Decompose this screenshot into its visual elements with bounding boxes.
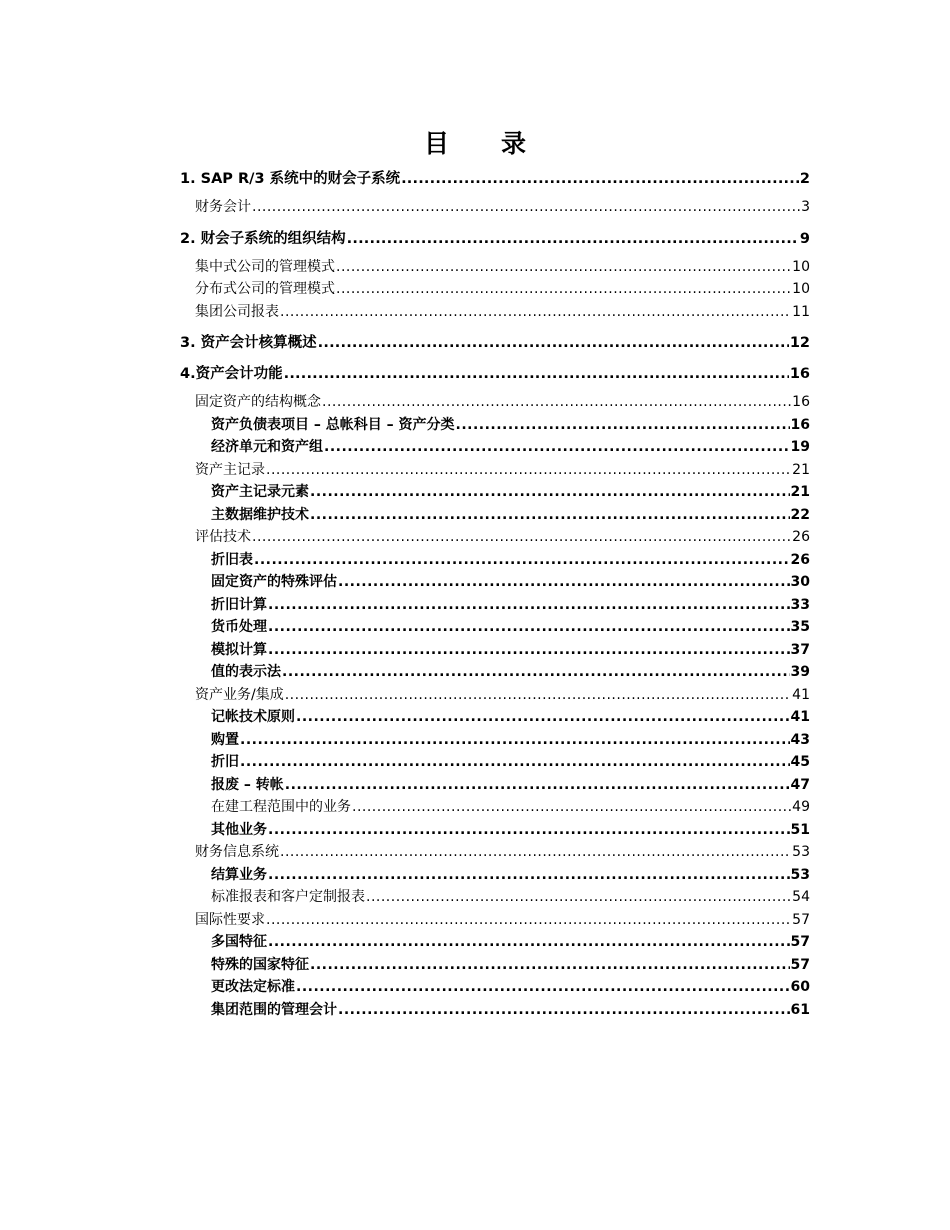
toc-entry[interactable] — [180, 549, 810, 572]
toc-entry-label: 资产主记录元素 — [211, 484, 309, 500]
toc-entry-page-number: 33 — [790, 596, 810, 613]
toc-dot-leader — [268, 616, 790, 639]
title-part-2: 录 — [501, 129, 527, 158]
toc-entry[interactable] — [180, 684, 810, 707]
toc-entry-label: 财务信息系统 — [195, 844, 279, 860]
toc-entry-label: 其他业务 — [211, 821, 267, 838]
toc-entry[interactable] — [180, 706, 810, 729]
toc-entry[interactable] — [180, 594, 810, 617]
toc-entry[interactable] — [180, 332, 810, 354]
toc-entry-page-number: 54 — [792, 889, 810, 905]
toc-dot-leader — [310, 481, 790, 504]
toc-dot-leader — [352, 796, 791, 819]
toc-entry-label: 集团范围的管理会计 — [211, 1001, 337, 1018]
toc-entry-page-number: 3 — [801, 199, 810, 215]
toc-dot-leader — [347, 228, 799, 250]
toc-entry-page-number: 26 — [790, 551, 810, 568]
toc-dot-leader — [296, 976, 790, 999]
toc-dot-leader — [240, 751, 790, 774]
toc-entry[interactable] — [180, 796, 810, 819]
toc-entry-label: 1. SAP R/3 系统中的财会子系统 — [180, 171, 401, 187]
toc-entry-page-number: 16 — [792, 394, 810, 410]
toc-entry-label: 4.资产会计功能 — [180, 366, 283, 382]
toc-entry-label: 分布式公司的管理模式 — [195, 281, 335, 297]
toc-entry[interactable] — [180, 301, 810, 324]
toc-entry-label: 3. 资产会计核算概述 — [180, 335, 317, 351]
toc-entry[interactable] — [180, 363, 810, 385]
toc-entry[interactable] — [180, 459, 810, 482]
table-of-contents — [180, 168, 810, 1021]
toc-entry[interactable] — [180, 661, 810, 684]
toc-dot-leader — [310, 504, 790, 527]
toc-entry-label: 集团公司报表 — [195, 303, 279, 320]
toc-dot-leader — [268, 639, 790, 662]
toc-entry[interactable] — [180, 436, 810, 459]
toc-entry-page-number: 41 — [792, 686, 810, 703]
toc-entry-page-number: 10 — [792, 258, 810, 275]
toc-entry-label: 记帐技术原则 — [211, 709, 295, 725]
toc-entry-label: 经济单元和资产组 — [211, 439, 323, 455]
toc-entry-page-number: 26 — [792, 529, 810, 545]
toc-entry-label: 国际性要求 — [195, 911, 265, 928]
toc-entry[interactable] — [180, 774, 810, 797]
toc-entry-page-number: 57 — [790, 934, 810, 950]
toc-entry-label: 折旧 — [211, 754, 239, 770]
toc-entry-page-number: 39 — [790, 664, 810, 680]
toc-entry-label: 折旧计算 — [211, 596, 267, 613]
toc-entry[interactable] — [180, 168, 810, 190]
toc-entry-label: 特殊的国家特征 — [211, 956, 309, 973]
toc-dot-leader — [310, 954, 790, 977]
toc-entry-page-number: 10 — [792, 281, 810, 297]
toc-entry[interactable] — [180, 391, 810, 414]
toc-entry[interactable] — [180, 751, 810, 774]
toc-entry-label: 集中式公司的管理模式 — [195, 258, 335, 275]
toc-dot-leader — [338, 571, 790, 594]
toc-entry[interactable] — [180, 729, 810, 752]
toc-entry-page-number: 21 — [790, 484, 810, 500]
toc-entry-page-number: 19 — [790, 439, 810, 455]
toc-entry[interactable] — [180, 909, 810, 932]
toc-entry-label: 值的表示法 — [211, 664, 281, 680]
toc-entry-label: 资产业务/集成 — [195, 686, 284, 703]
toc-dot-leader — [268, 931, 790, 954]
toc-entry-label: 在建工程范围中的业务 — [211, 799, 351, 815]
toc-entry-page-number: 9 — [799, 230, 810, 247]
toc-entry-label: 结算业务 — [211, 866, 267, 883]
toc-entry[interactable] — [180, 954, 810, 977]
toc-dot-leader — [366, 886, 791, 909]
toc-entry-page-number: 47 — [790, 776, 810, 793]
toc-entry[interactable] — [180, 196, 810, 219]
toc-entry-label: 模拟计算 — [211, 641, 267, 658]
toc-entry[interactable] — [180, 999, 810, 1022]
toc-dot-leader — [284, 363, 789, 385]
toc-entry-page-number: 2 — [799, 171, 810, 187]
toc-entry[interactable] — [180, 414, 810, 437]
toc-entry[interactable] — [180, 886, 810, 909]
toc-entry-page-number: 35 — [790, 619, 810, 635]
toc-entry-label: 2. 财会子系统的组织结构 — [180, 230, 346, 247]
toc-dot-leader — [266, 459, 791, 482]
toc-entry-page-number: 57 — [792, 911, 810, 928]
toc-entry[interactable] — [180, 228, 810, 250]
toc-dot-leader — [254, 549, 790, 572]
toc-dot-leader — [401, 168, 799, 190]
toc-entry-label: 资产主记录 — [195, 461, 265, 478]
toc-entry-label: 更改法定标准 — [211, 979, 295, 995]
toc-entry[interactable] — [180, 819, 810, 842]
toc-dot-leader — [318, 332, 789, 354]
toc-dot-leader — [280, 841, 791, 864]
toc-dot-leader — [252, 526, 791, 549]
toc-entry[interactable] — [180, 481, 810, 504]
toc-dot-leader — [280, 301, 791, 324]
toc-dot-leader — [285, 684, 791, 707]
toc-entry-label: 报废 – 转帐 — [211, 776, 284, 793]
toc-dot-leader — [268, 594, 790, 617]
toc-entry-label: 购置 — [211, 731, 239, 748]
toc-entry-page-number: 16 — [790, 416, 810, 433]
toc-entry-page-number: 43 — [790, 731, 810, 748]
toc-entry-page-number: 57 — [790, 956, 810, 973]
page-title — [0, 124, 950, 160]
toc-dot-leader — [296, 706, 790, 729]
toc-entry-page-number: 51 — [790, 821, 810, 838]
toc-entry-label: 货币处理 — [211, 619, 267, 635]
toc-entry-label: 财务会计 — [195, 199, 251, 215]
toc-entry-label: 主数据维护技术 — [211, 506, 309, 523]
toc-entry-label: 固定资产的特殊评估 — [211, 574, 337, 590]
toc-entry[interactable] — [180, 841, 810, 864]
toc-entry-label: 多国特征 — [211, 934, 267, 950]
toc-entry-page-number: 41 — [790, 709, 810, 725]
toc-dot-leader — [252, 196, 800, 219]
toc-dot-leader — [266, 909, 791, 932]
toc-entry-label: 标准报表和客户定制报表 — [211, 889, 365, 905]
toc-entry[interactable] — [180, 256, 810, 279]
toc-entry[interactable] — [180, 639, 810, 662]
toc-dot-leader — [456, 414, 790, 437]
toc-entry-page-number: 11 — [792, 303, 810, 320]
toc-entry-page-number: 30 — [790, 574, 810, 590]
toc-entry-page-number: 53 — [792, 844, 810, 860]
toc-entry-page-number: 60 — [790, 979, 810, 995]
toc-entry-page-number: 53 — [790, 866, 810, 883]
title-part-1: 目 — [423, 129, 449, 158]
toc-dot-leader — [268, 819, 790, 842]
toc-entry[interactable] — [180, 526, 810, 549]
toc-entry-page-number: 21 — [792, 461, 810, 478]
toc-dot-leader — [285, 774, 790, 797]
toc-dot-leader — [338, 999, 790, 1022]
toc-dot-leader — [336, 278, 791, 301]
toc-entry-label: 折旧表 — [211, 551, 253, 568]
toc-entry-label: 固定资产的结构概念 — [195, 394, 321, 410]
toc-entry[interactable] — [180, 976, 810, 999]
toc-entry-page-number: 45 — [790, 754, 810, 770]
toc-entry-label: 资产负债表项目 – 总帐科目 – 资产分类 — [211, 416, 455, 433]
toc-entry-page-number: 49 — [792, 799, 810, 815]
toc-entry-page-number: 12 — [789, 335, 810, 351]
toc-entry[interactable] — [180, 864, 810, 887]
toc-dot-leader — [324, 436, 790, 459]
toc-entry-label: 评估技术 — [195, 529, 251, 545]
toc-dot-leader — [268, 864, 790, 887]
toc-entry-page-number: 61 — [790, 1001, 810, 1018]
toc-entry[interactable] — [180, 571, 810, 594]
toc-entry-page-number: 22 — [790, 506, 810, 523]
toc-entry[interactable] — [180, 931, 810, 954]
toc-entry[interactable] — [180, 278, 810, 301]
toc-dot-leader — [240, 729, 790, 752]
toc-entry-page-number: 16 — [789, 366, 810, 382]
toc-dot-leader — [282, 661, 790, 684]
toc-entry[interactable] — [180, 504, 810, 527]
toc-dot-leader — [322, 391, 791, 414]
toc-entry[interactable] — [180, 616, 810, 639]
toc-entry-page-number: 37 — [790, 641, 810, 658]
toc-dot-leader — [336, 256, 791, 279]
